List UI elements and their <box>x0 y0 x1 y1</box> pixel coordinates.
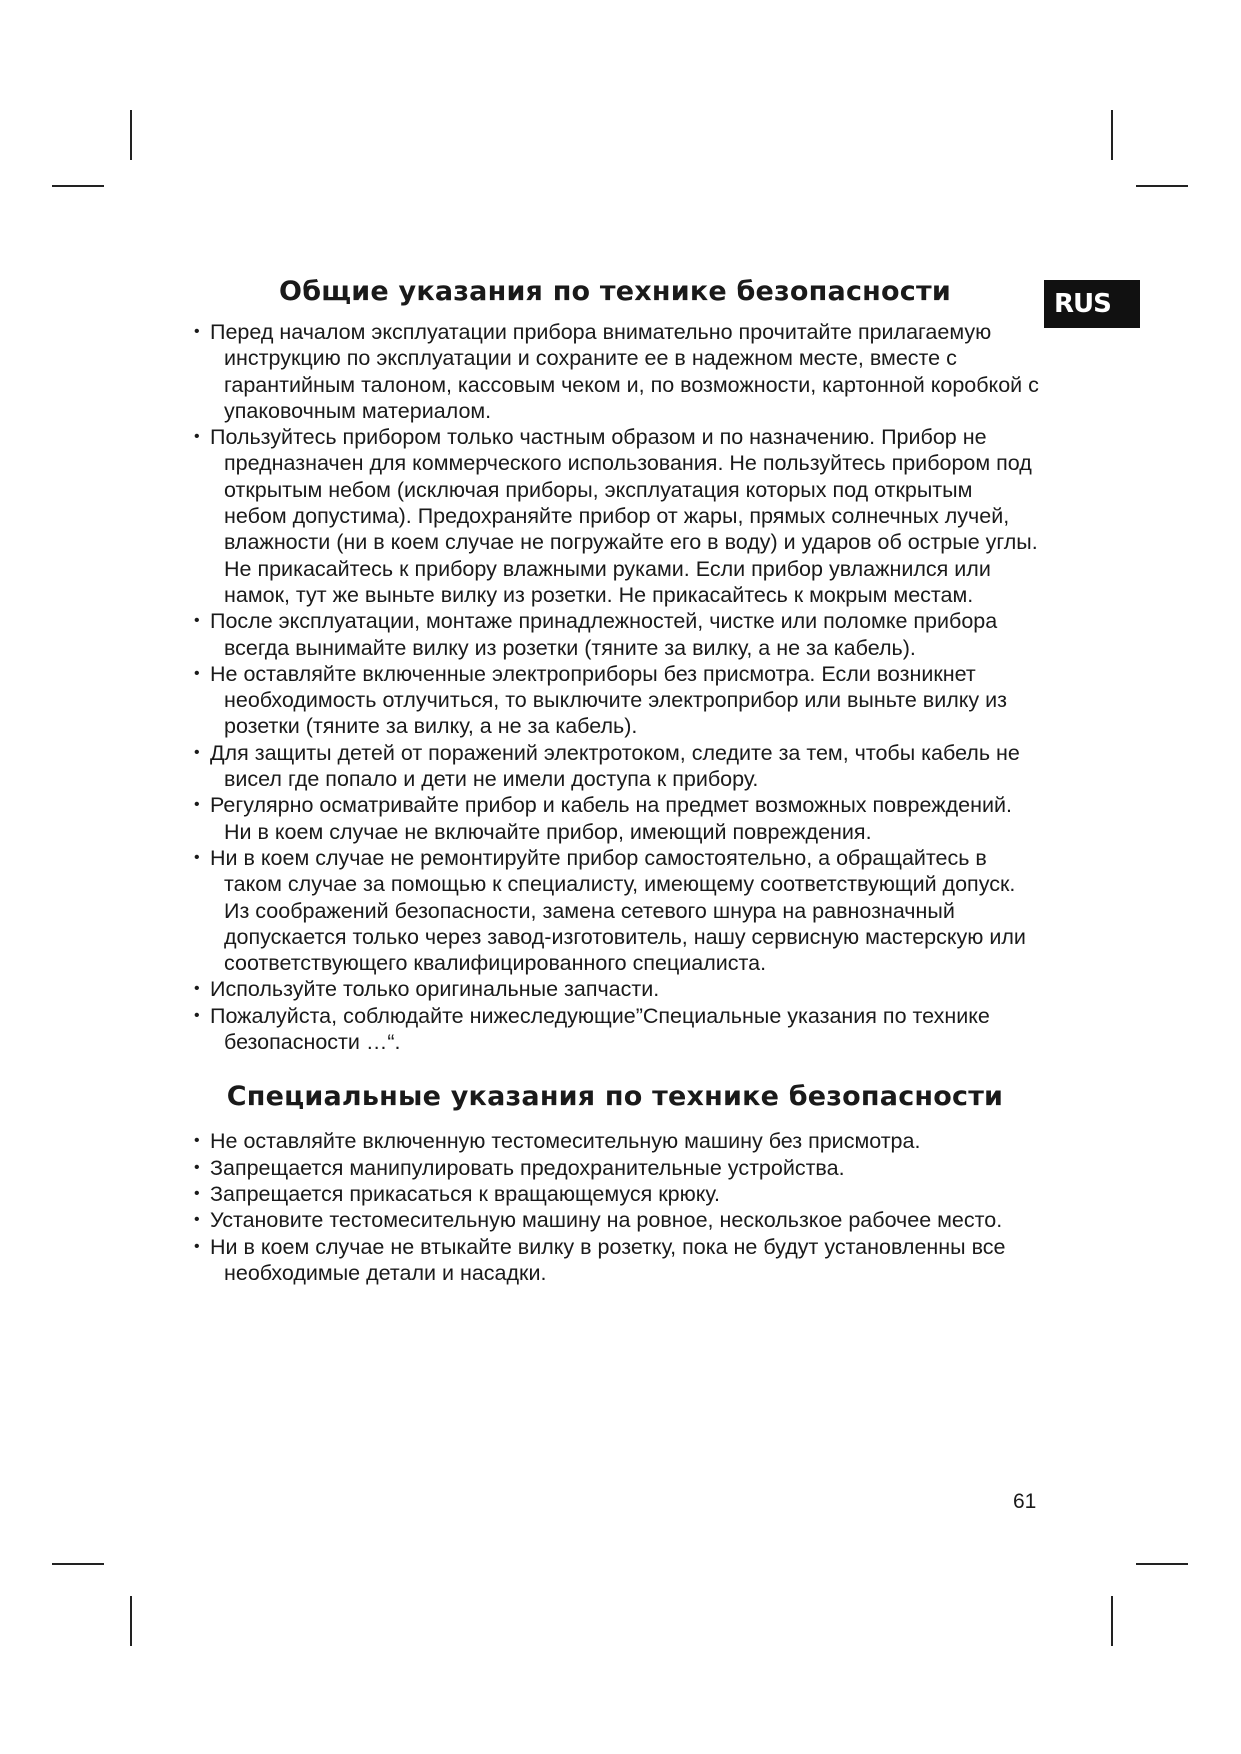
list-item: • Ни в коем случае не ремонтируйте прибор самостоятельно, а обращайтесь в таком случае за помощью к специалисту, имеющему соответствующий допуск. Из соображений безопасности, замена сетевого шнура на равнозначный допускается только через завод-изготовитель, нашу сервисную мастерскую или соответствующего квалифицированного специалиста. <box>190 845 1040 976</box>
crop-mark-top-left-horizontal <box>52 185 104 187</box>
list-item: • Пользуйтесь прибором только частным образом и по назначению. Прибор не предназначен для коммерческого использования. Не пользуйтесь прибором под открытым небом (исключая приборы, эксплуатация которых под открытым небом допустима). Предохраняйте прибор от жары, прямых солнечных лучей, влажности (ни в коем случае не погружайте его в воду) и ударов об острые углы. Не прикасайтесь к прибору влажными руками. Если прибор увлажнился или намок, тут же выньте вилку из розетки. Не прикасайтесь к мокрым местам. <box>190 424 1040 608</box>
list-item: • Используйте только оригинальные запчасти. <box>190 976 1040 1002</box>
crop-mark-top-left-vertical <box>130 110 132 160</box>
list-item: • Для защиты детей от поражений электротоком, следите за тем, чтобы кабель не висел где попало и дети не имели доступа к прибору. <box>190 740 1040 793</box>
page-number: 61 <box>1013 1490 1037 1513</box>
special-safety-title: Специальные указания по технике безопасности <box>226 1081 1004 1113</box>
list-item: • Регулярно осматривайте прибор и кабель на предмет возможных повреждений. Ни в коем случае не включайте прибор, имеющий повреждения. <box>190 792 1040 845</box>
list-item: • Перед началом эксплуатации прибора внимательно прочитайте прилагаемую инструкцию по эксплуатации и сохраните ее в надежном месте, вместе с гарантийным талоном, кассовым чеком и, по возможности, картонной коробкой с упаковочным материалом. <box>190 319 1040 424</box>
list-item: • Пожалуйста, соблюдайте нижеследующие”Специальные указания по технике безопасности …“. <box>190 1003 1040 1056</box>
list-item: • После эксплуатации, монтаже принадлежностей, чистке или поломке прибора всегда вынимайте вилку из розетки (тяните за вилку, а не за кабель). <box>190 608 1040 661</box>
special-safety-list <box>190 1128 1040 1286</box>
general-safety-list <box>190 319 1040 1055</box>
page-content <box>190 276 1040 1286</box>
language-tab: RUS <box>1044 280 1140 328</box>
crop-mark-bottom-right-vertical <box>1111 1596 1113 1646</box>
list-item: • Запрещается манипулировать предохранительные устройства. <box>190 1155 1040 1181</box>
list-item: • Установите тестомесительную машину на ровное, нескользкое рабочее место. <box>190 1207 1040 1233</box>
crop-mark-bottom-right-horizontal <box>1136 1563 1188 1565</box>
list-item: • Ни в коем случае не втыкайте вилку в розетку, пока не будут установленны все необходимые детали и насадки. <box>190 1234 1040 1287</box>
crop-mark-bottom-left-vertical <box>130 1596 132 1646</box>
general-safety-title: Общие указания по технике безопасности <box>279 276 951 307</box>
list-item: • Не оставляйте включенные электроприборы без присмотра. Если возникнет необходимость отлучиться, то выключите электроприбор или выньте вилку из розетки (тяните за вилку, а не за кабель). <box>190 661 1040 740</box>
crop-mark-top-right-vertical <box>1111 110 1113 160</box>
crop-mark-top-right-horizontal <box>1136 185 1188 187</box>
list-item: • Запрещается прикасаться к вращающемуся крюку. <box>190 1181 1040 1207</box>
list-item: • Не оставляйте включенную тестомесительную машину без присмотра. <box>190 1128 1040 1154</box>
crop-mark-bottom-left-horizontal <box>52 1563 104 1565</box>
